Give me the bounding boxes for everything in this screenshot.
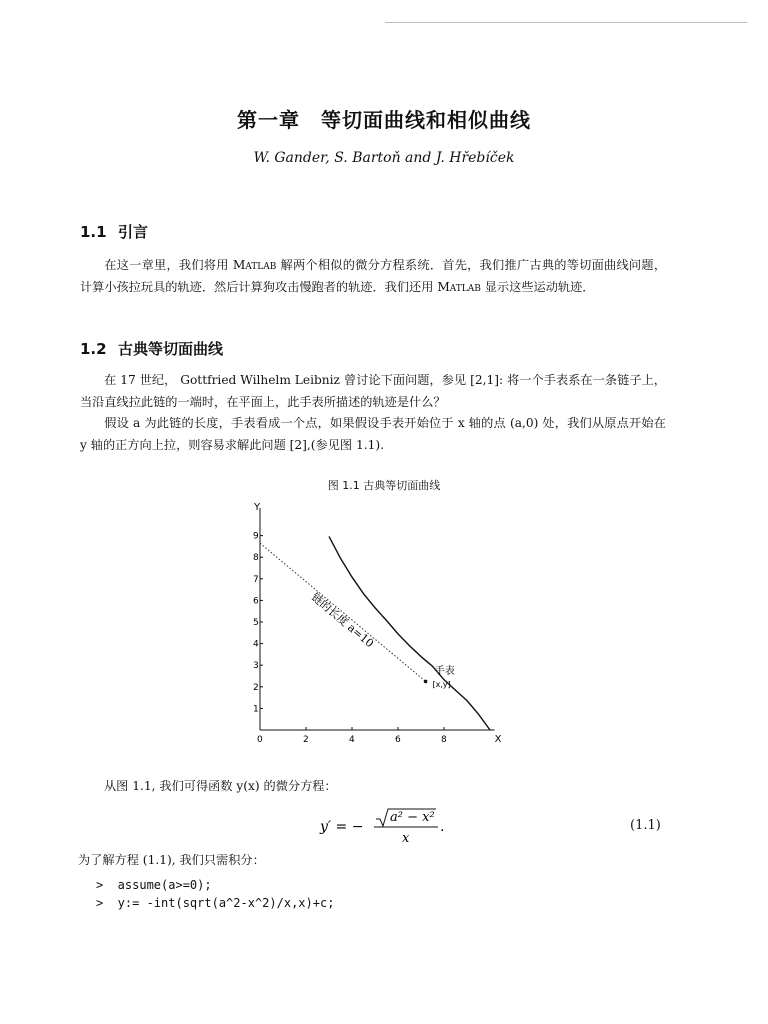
y-axis-label: Y <box>254 502 261 513</box>
section-heading-classic <box>80 338 223 359</box>
svg-text:a² − x²: a² − x² <box>390 810 435 825</box>
y-tick-label: 3 <box>253 661 259 672</box>
x-axis-label: X <box>494 734 502 745</box>
code-line-1: > assume(a>=0); <box>96 878 212 892</box>
text-integrate: 为了解方程 (1.1), 我们只需积分： <box>78 853 265 867</box>
x-tick-label: 4 <box>349 735 355 745</box>
section-title: 古典等切面曲线 <box>118 340 224 358</box>
tractrix-figure <box>240 498 510 748</box>
axis-ticks <box>253 532 447 745</box>
y-tick-label: 2 <box>253 682 259 693</box>
watch-point <box>424 680 428 684</box>
header-rule <box>385 22 747 23</box>
x-tick-label: 0 <box>257 735 263 745</box>
y-tick-label: 7 <box>253 574 259 585</box>
y-tick-label: 9 <box>253 531 259 542</box>
svg-text:y′ = −: y′ = − <box>320 819 364 835</box>
y-tick-label: 6 <box>253 596 259 607</box>
svg-text:.: . <box>440 819 445 835</box>
y-tick-label: 1 <box>253 704 259 715</box>
figure-caption: 图 1.1 古典等切面曲线 <box>327 479 441 492</box>
x-tick-label: 6 <box>395 735 401 745</box>
equation-formula <box>318 806 458 846</box>
y-tick-label: 8 <box>253 553 259 564</box>
x-tick-label: 8 <box>441 735 447 745</box>
axes <box>260 508 495 730</box>
section-number: 1.1 <box>80 223 107 241</box>
x-tick-label: 2 <box>303 735 309 745</box>
section-number: 1.2 <box>80 340 107 358</box>
intro-paragraph: 在这一章里，我们将用 Matlab 解两个相似的微分方程系统．首先，我们推广古典的等切面曲线问题，计算小孩拉玩具的轨迹．然后计算狗攻击慢跑者的轨迹．我们还用 Matlab 显示这些运动轨迹． <box>80 258 667 294</box>
section-title: 引言 <box>118 223 149 241</box>
equation-number: (1.1) <box>630 818 661 833</box>
code-line-2: > y:= -int(sqrt(a^2-x^2)/x,x)+c; <box>96 896 335 910</box>
watch-label: 手表 <box>434 665 455 677</box>
chapter-title: 第一章 等切面曲线和相似曲线 <box>237 108 531 132</box>
svg-text:x: x <box>402 831 410 846</box>
authors: W. Gander, S. Bartoň and J. Hřebíček <box>253 150 515 166</box>
point-label: [x,y] <box>432 679 451 689</box>
equation-1-1 <box>318 806 458 850</box>
classic-paragraph-2: 假设 a 为此链的长度，手表看成一个点，如果假设手表开始位于 x 轴的点 (a,0) 处，我们从原点开始在 y 轴的正方向上拉，则容易求解此问题 [2],(参见图 1.1). <box>80 416 666 452</box>
y-tick-label: 4 <box>253 639 259 650</box>
y-tick-label: 5 <box>253 618 259 628</box>
text-after-figure: 从图 1.1, 我们可得函数 y(x) 的微分方程： <box>104 779 337 793</box>
section-heading-intro <box>80 221 148 242</box>
classic-paragraph-1: 在 17 世纪， Gottfried Wilhelm Leibniz 曾讨论下面问题，参见 [2,1]: 将一个手表系在一条链子上，当沿直线拉此链的一端时，在平面上，此手表所描述的轨迹是什么？ <box>80 373 666 409</box>
chain-length-label: 链的长度 a=10 <box>308 590 377 651</box>
